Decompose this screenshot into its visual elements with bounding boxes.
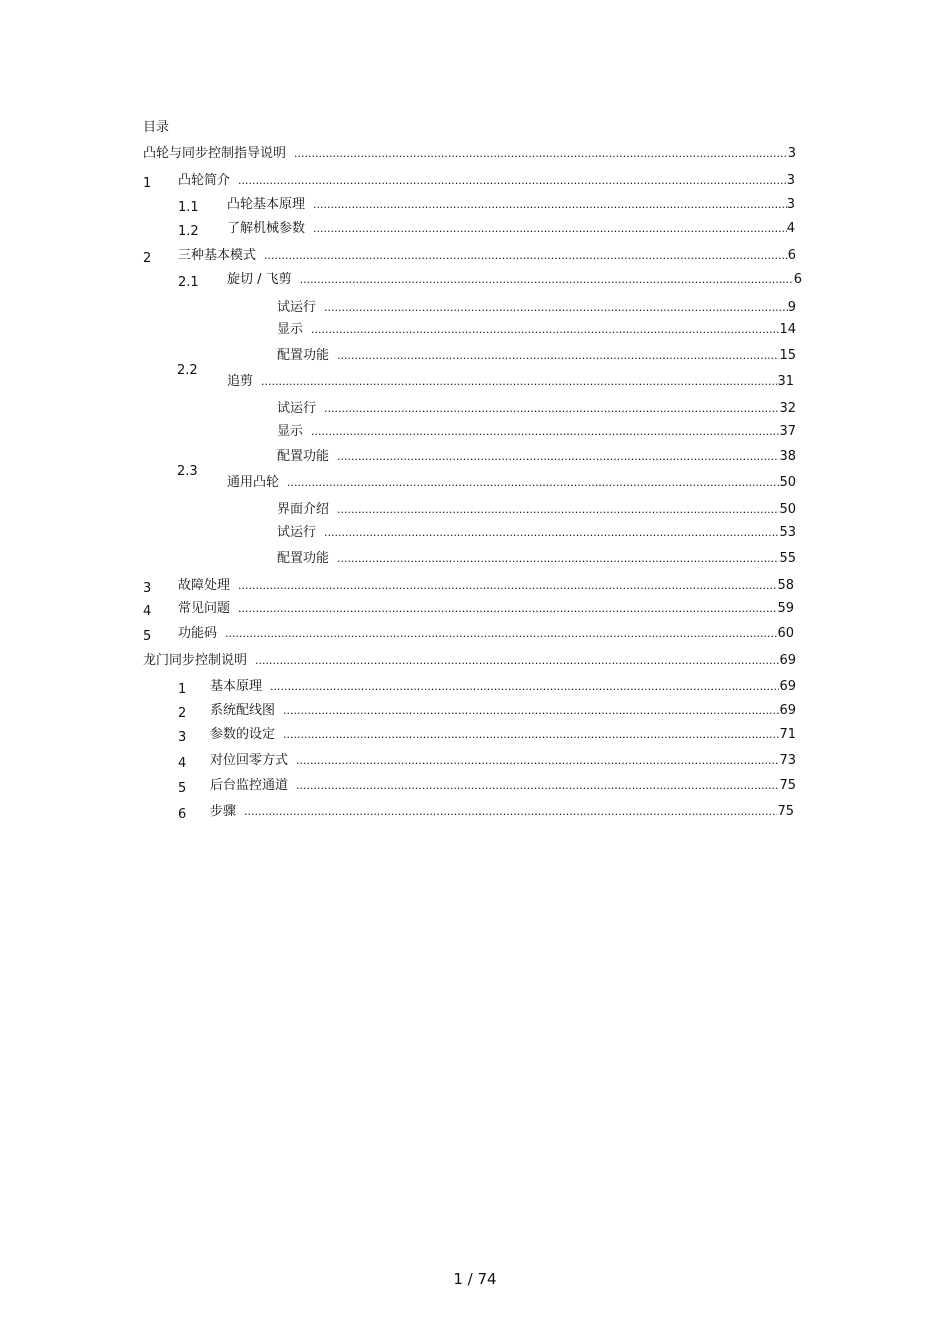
toc-entry-label: 配置功能 <box>277 551 330 566</box>
toc-entry-label: 通用凸轮 <box>227 475 280 490</box>
toc-entry[interactable] <box>0 347 950 365</box>
dot-leader <box>244 803 777 821</box>
toc-entry-page: 55 <box>779 551 796 566</box>
dot-leader <box>324 299 788 317</box>
dot-leader <box>270 678 779 696</box>
toc-entry[interactable] <box>0 524 950 542</box>
dot-leader <box>300 271 794 289</box>
toc-entry-label: 三种基本模式 <box>178 248 257 263</box>
toc-entry-page: 50 <box>779 502 796 517</box>
dot-leader <box>313 220 787 238</box>
toc-entry-page: 3 <box>787 146 796 161</box>
toc-entry-page: 60 <box>777 626 794 641</box>
toc-entry-number: 1 <box>143 176 152 191</box>
toc-entry[interactable] <box>0 271 950 289</box>
toc-entry-label: 凸轮基本原理 <box>227 197 306 212</box>
toc-entry-page: 75 <box>779 778 796 793</box>
toc-entry-number: 5 <box>178 781 187 796</box>
dot-leader <box>311 321 779 339</box>
dot-leader <box>238 577 777 595</box>
toc-entry-label: 试运行 <box>277 525 317 540</box>
toc-entry-label: 配置功能 <box>277 449 330 464</box>
toc-entry-label: 基本原理 <box>210 679 263 694</box>
toc-entry[interactable] <box>0 363 950 391</box>
toc-entry-number: 3 <box>143 581 152 596</box>
toc-entry[interactable] <box>0 299 950 317</box>
dot-leader <box>337 550 779 568</box>
dot-leader <box>283 726 779 744</box>
toc-entry-page: 75 <box>777 804 794 819</box>
dot-leader <box>337 448 779 466</box>
dot-leader <box>283 702 779 720</box>
toc-entry-page: 53 <box>779 525 796 540</box>
toc-entry[interactable] <box>0 803 950 821</box>
dot-leader <box>264 247 788 265</box>
dot-leader <box>337 347 779 365</box>
toc-entry-page: 4 <box>786 221 795 236</box>
toc-entry-label: 龙门同步控制说明 <box>143 653 248 668</box>
dot-leader <box>238 600 777 618</box>
toc-entry-page: 69 <box>779 653 796 668</box>
toc-entry-page: 71 <box>779 727 796 742</box>
toc-entry-label: 对位回零方式 <box>210 753 289 768</box>
toc-entry-page: 3 <box>786 197 795 212</box>
toc-entry-page: 31 <box>777 374 794 389</box>
toc-entry-page: 50 <box>779 475 796 490</box>
toc-entry-number: 3 <box>178 730 187 745</box>
toc-entry-label: 试运行 <box>277 401 317 416</box>
toc-entry[interactable] <box>0 702 950 720</box>
toc-entry[interactable] <box>0 752 950 770</box>
toc-entry-number: 2.2 <box>177 363 198 378</box>
toc-entry-label: 步骤 <box>210 804 237 819</box>
toc-entry[interactable] <box>0 220 950 238</box>
toc-entry-page: 32 <box>779 401 796 416</box>
dot-leader <box>337 501 779 519</box>
toc-entry-label: 追剪 <box>227 374 254 389</box>
toc-entry-label: 凸轮简介 <box>178 173 231 188</box>
toc-entry-page: 9 <box>787 300 796 315</box>
toc-entry-page: 38 <box>779 449 796 464</box>
page-number: 1 / 74 <box>453 1270 497 1288</box>
toc-entry-number: 2 <box>178 706 187 721</box>
toc-entry-number: 1 <box>178 682 187 697</box>
toc-entry-label: 系统配线图 <box>210 703 276 718</box>
dot-leader <box>238 172 787 190</box>
dot-leader <box>294 145 788 163</box>
toc-entry[interactable] <box>0 196 950 214</box>
toc-entry-number: 6 <box>178 807 187 822</box>
toc-entry-label: 了解机械参数 <box>227 221 306 236</box>
dot-leader <box>324 524 779 542</box>
toc-entry-label: 显示 <box>277 424 304 439</box>
toc-entry-page: 73 <box>779 753 796 768</box>
toc-entry[interactable] <box>0 423 950 441</box>
toc-entry-label: 凸轮与同步控制指导说明 <box>143 146 287 161</box>
toc-entry-label: 参数的设定 <box>210 727 276 742</box>
toc-entry[interactable] <box>0 400 950 418</box>
toc-entry-page: 59 <box>777 601 794 616</box>
toc-entry[interactable] <box>0 577 950 595</box>
dot-leader <box>261 373 777 391</box>
toc-entry-page: 6 <box>793 272 802 287</box>
toc-entry-label: 常见问题 <box>178 601 231 616</box>
toc-entry-page: 69 <box>779 703 796 718</box>
toc-entry[interactable] <box>0 550 950 568</box>
toc-entry[interactable] <box>0 247 950 265</box>
toc-entry-page: 15 <box>779 348 796 363</box>
toc-entry-number: 5 <box>143 629 152 644</box>
toc-entry[interactable] <box>0 321 950 339</box>
toc-entry-number: 1.2 <box>178 224 199 239</box>
toc-entry-label: 显示 <box>277 322 304 337</box>
toc-entry-page: 37 <box>779 424 796 439</box>
dot-leader <box>296 752 779 770</box>
toc-entry[interactable] <box>0 448 950 466</box>
toc-entry[interactable] <box>0 652 950 670</box>
dot-leader <box>225 625 777 643</box>
toc-title: 目录 <box>143 120 170 135</box>
toc-entry-label: 配置功能 <box>277 348 330 363</box>
dot-leader <box>313 196 787 214</box>
toc-entry[interactable] <box>0 464 950 492</box>
toc-entry-page: 58 <box>777 578 794 593</box>
toc-entry-label: 功能码 <box>178 626 218 641</box>
toc-entry-label: 故障处理 <box>178 578 231 593</box>
toc-entry[interactable] <box>0 172 950 190</box>
toc-entry-label: 界面介绍 <box>277 502 330 517</box>
toc-entry-page: 69 <box>779 679 796 694</box>
toc-entry-number: 1.1 <box>178 200 199 215</box>
toc-entry-number: 2.3 <box>177 464 198 479</box>
toc-entry-number: 4 <box>143 604 152 619</box>
toc-entry[interactable] <box>0 501 950 519</box>
toc-entry-label: 试运行 <box>277 300 317 315</box>
toc-entry[interactable] <box>0 600 950 618</box>
dot-leader <box>311 423 779 441</box>
toc-entry[interactable] <box>0 678 950 696</box>
toc-entry[interactable] <box>0 726 950 744</box>
toc-entry-label: 旋切 / 飞剪 <box>227 272 292 287</box>
toc-entry-page: 6 <box>787 248 796 263</box>
toc-entry[interactable] <box>0 145 950 163</box>
toc-entry-number: 2 <box>143 251 152 266</box>
toc-entry[interactable] <box>0 625 950 643</box>
toc-entry-label: 后台监控通道 <box>210 778 289 793</box>
toc-entry-number: 4 <box>178 756 187 771</box>
toc-entry-page: 14 <box>779 322 796 337</box>
dot-leader <box>324 400 779 418</box>
toc-entry-page: 3 <box>786 173 795 188</box>
dot-leader <box>296 777 779 795</box>
dot-leader <box>287 474 779 492</box>
toc-entry-number: 2.1 <box>178 275 199 290</box>
toc-entry[interactable] <box>0 777 950 795</box>
dot-leader <box>255 652 779 670</box>
